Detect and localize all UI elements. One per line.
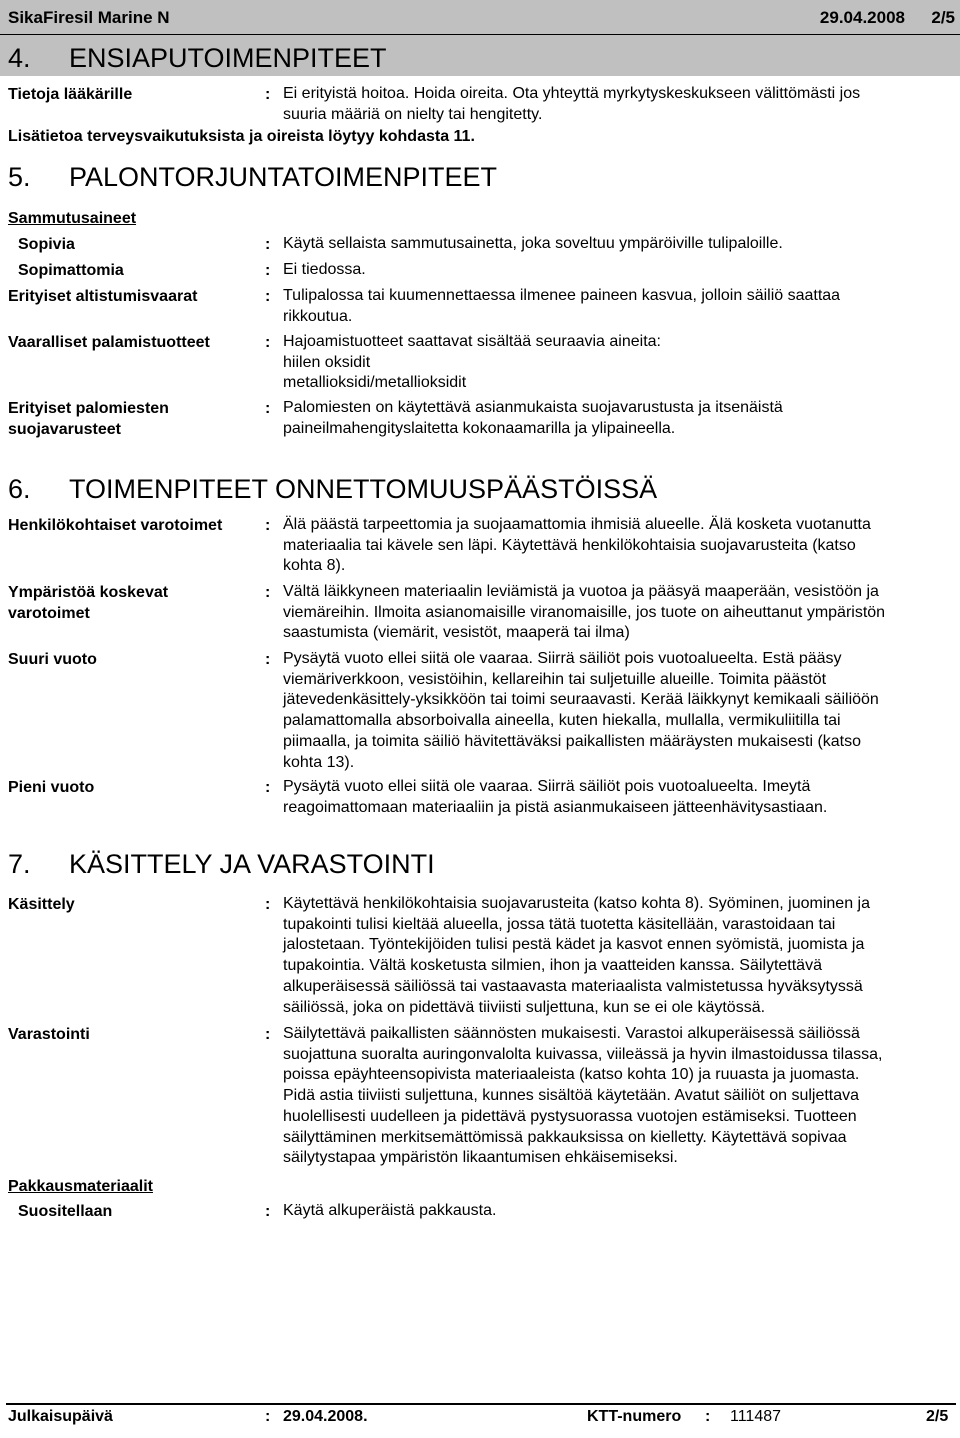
row-label-tietoja-laakarille: Tietoja lääkärille (8, 86, 133, 103)
text-line: saastumista (viemärit, vesistöt, maaperä tai ilma) (283, 624, 630, 642)
text-line: Ei tiedossa. (283, 261, 366, 278)
text-line: reagoimattomaan materiaaliin ja pistä asianmukaiseen jätteenhävitysastiaan. (283, 798, 828, 816)
text-line: Käytä alkuperäistä pakkausta. (283, 1202, 497, 1219)
text-line: palamattomalla absorboivalla aineella, kuten hiekalla, mullalla, vermikuliitilla tai (283, 712, 841, 730)
row-colon: : (265, 896, 271, 913)
section-7-number: 7. (8, 849, 31, 879)
section-4-heading (8, 43, 387, 74)
row-colon: : (265, 86, 271, 103)
row-colon: : (265, 779, 271, 796)
row-colon: : (265, 400, 271, 417)
row-text-erityiset-altistumisvaarat (283, 286, 943, 327)
row-label-suositellaan: Suositellaan (18, 1203, 113, 1220)
text-line: kohta 13). (283, 753, 355, 771)
footer-publication-label: Julkaisupäivä (8, 1408, 113, 1425)
footer-page-number: 2/5 (926, 1408, 949, 1425)
label-line: varotoimet (8, 605, 90, 622)
row-text-suositellaan (283, 1201, 943, 1222)
text-line: tupakointi tulisi kieltää alueella, jossa tätä tuotetta käsitellään, varastoidaan tai (283, 915, 836, 933)
row-label-sopivia: Sopivia (18, 236, 75, 253)
footer-colon: : (705, 1408, 711, 1425)
row-colon: : (265, 517, 271, 534)
row-colon: : (265, 1026, 271, 1043)
footer-publication-date: 29.04.2008. (283, 1408, 368, 1425)
footer-ktt-label: KTT-numero (587, 1408, 682, 1425)
text-line: suuria määriä on nielty tai hengitetty. (283, 105, 543, 123)
row-text-ymparistoa-koskevat (283, 582, 943, 644)
text-line: jätevedenkäsittely-yksikköön tai toimi seuraavasti. Kerää läikkynyt kemikaali säiliöön (283, 691, 879, 709)
row-colon: : (265, 288, 271, 305)
text-line: piimaalla, ja toimita säiliö hävitettäväksi paikallisten määräysten mukaisesti (katso (283, 732, 862, 750)
row-text-henkilokohtaiset-varotoimet (283, 515, 943, 577)
text-line: Hajoamistuotteet saattavat sisältää seuraavia aineita: (283, 333, 661, 350)
section-5-number: 5. (8, 162, 31, 192)
header-page-number: 2/5 (931, 8, 955, 27)
text-line: Vältä läikkyneen materiaalin leviämistä ja vuotoa ja pääsyä maaperään, vesistöön ja (283, 583, 879, 600)
row-text-suuri-vuoto (283, 649, 943, 773)
text-line: Ei erityistä hoitoa. Hoida oireita. Ota yhteyttä myrkytyskeskukseen välittömästi jos (283, 85, 861, 102)
section-5-heading (8, 162, 497, 193)
row-colon: : (265, 236, 271, 253)
text-line: Älä päästä tarpeettomia ja suojaamattomia ihmisiä alueelle. Älä kosketa vuotanutta (283, 516, 871, 533)
row-label-varastointi: Varastointi (8, 1026, 90, 1043)
footer-ktt-number: 111487 (730, 1408, 782, 1425)
text-line: materiaalia tai kävele sen läpi. Käytettävä henkilökohtaisia suojavarusteita (katso (283, 536, 856, 554)
row-label-henkilokohtaiset-varotoimet: Henkilökohtaiset varotoimet (8, 517, 223, 534)
subheading-pakkausmateriaalit: Pakkausmateriaalit (8, 1178, 153, 1195)
text-line: säiliössä, joka on pidettävä tiiviisti suljettuna, kun se ei ole käytössä. (283, 998, 766, 1016)
row-text-erityiset-palomiesten (283, 398, 943, 439)
text-line: Käytettävä henkilökohtaisia suojavarusteita (katso kohta 8). Syöminen, juominen ja (283, 895, 870, 912)
row-label-vaaralliset-palamistuotteet: Vaaralliset palamistuotteet (8, 334, 210, 351)
row-label-kasittely: Käsittely (8, 896, 75, 913)
section-6-title: TOIMENPITEET ONNETTOMUUSPÄÄSTÖISSÄ (69, 474, 658, 504)
text-line: jalostetaan. Työntekijöiden tulisi pestä kädet ja kasvot ennen syömistä, juomista ja (283, 936, 865, 954)
text-line: suojattuna suoralta auringonvalolta kuivassa, viileässä ja hyvin ilmastoidussa tilassa, (283, 1045, 883, 1063)
row-colon: : (265, 334, 271, 351)
label-line: Ympäristöä koskevat (8, 584, 169, 601)
footer-colon: : (265, 1408, 271, 1425)
row-text-vaaralliset-palamistuotteet (283, 332, 943, 394)
row-text-tietoja-laakarille (283, 84, 943, 125)
row-text-kasittely (283, 894, 943, 1018)
row-label-suuri-vuoto: Suuri vuoto (8, 651, 97, 668)
row-label-erityiset-palomiesten (8, 398, 169, 440)
row-text-varastointi (283, 1024, 943, 1169)
text-line: viemäriverkkoon, vesistöihin, kellareihin tai suljetuille alueille. Toimita päästöt (283, 670, 827, 688)
row-colon: : (265, 584, 271, 601)
text-line: säilytystapaa ympäristön likaantumisen ehkäisemiseksi. (283, 1149, 678, 1167)
text-line: metallioksidi/metallioksidit (283, 374, 467, 392)
header-date: 29.04.2008 (819, 8, 905, 27)
row-colon: : (265, 651, 271, 668)
text-line: poissa epäyhteensopivista materiaaleista (katso kohta 10) ja ruuasta ja juomasta. (283, 1066, 860, 1084)
text-line: huolellisesti uudelleen ja pidettävä pystysuorassa vuotojen estämiseksi. Tuotteen (283, 1107, 857, 1125)
row-label-pieni-vuoto: Pieni vuoto (8, 779, 95, 796)
text-line: Tulipalossa tai kuumennettaessa ilmenee paineen kasvua, jolloin säiliö saattaa (283, 287, 841, 304)
product-name: SikaFiresil Marine N (8, 8, 170, 27)
text-line: viemäreihin. Ilmoita asianomaisille viranomaisille, jos tuote on aiheuttanut ympäristön (283, 603, 886, 621)
text-line: Palomiesten on käytettävä asianmukaista suojavarustusta ja itsenäistä (283, 399, 783, 416)
text-line: rikkoutua. (283, 307, 353, 325)
text-line: Säilytettävä paikallisten säännösten mukaisesti. Varastoi alkuperäisessä säiliössä (283, 1025, 860, 1042)
footer-divider (6, 1403, 956, 1405)
section-5-title: PALONTORJUNTATOIMENPITEET (69, 162, 498, 192)
section-6-heading (8, 474, 657, 505)
row-text-sopivia (283, 234, 943, 255)
text-line: säilyttäminen merkitsemättömissä pakkauksissa on kielletty. Käytettävä sopivaa (283, 1128, 847, 1146)
label-line: suojavarusteet (8, 421, 121, 438)
section-4-note: Lisätietoa terveysvaikutuksista ja oireista löytyy kohdasta 11. (8, 128, 475, 145)
label-line: Erityiset palomiesten (8, 400, 169, 417)
text-line: Pysäytä vuoto ellei siitä ole vaaraa. Siirrä säiliöt pois vuotoalueelta. Imeytä (283, 778, 811, 795)
text-line: Pidä astia tiiviisti suljettuna, kunnes sisältöä käytetään. Avatut säiliöt on suljettava (283, 1087, 860, 1105)
section-4-title: ENSIAPUTOIMENPITEET (69, 43, 387, 73)
text-line: hiilen oksidit (283, 353, 371, 371)
row-text-pieni-vuoto (283, 777, 943, 818)
document-header (0, 0, 960, 35)
section-4-number: 4. (8, 43, 31, 73)
text-line: Pysäytä vuoto ellei siitä ole vaaraa. Siirrä säiliöt pois vuotoalueelta. Estä pääsy (283, 650, 842, 667)
row-label-sopimattomia: Sopimattomia (18, 262, 124, 279)
section-7-title: KÄSITTELY JA VARASTOINTI (69, 849, 435, 879)
row-label-erityiset-altistumisvaarat: Erityiset altistumisvaarat (8, 288, 198, 305)
row-colon: : (265, 262, 271, 279)
text-line: Käytä sellaista sammutusainetta, joka soveltuu ympäröiville tulipaloille. (283, 235, 783, 252)
text-line: kohta 8). (283, 557, 346, 575)
subheading-sammutusaineet: Sammutusaineet (8, 210, 137, 227)
section-7-heading (8, 849, 435, 880)
row-colon: : (265, 1203, 271, 1220)
text-line: paineilmahengityslaitetta kokonaamarilla ja ylipaineella. (283, 419, 676, 437)
row-label-ymparistoa-koskevat (8, 582, 168, 624)
section-6-number: 6. (8, 474, 31, 504)
text-line: alkuperäisessä säiliössä tai vastaavasta materiaalista valmistetussa hyväksytyssä (283, 977, 863, 995)
row-text-sopimattomia (283, 260, 943, 281)
text-line: tupakointia. Vältä kosketusta silmien, ihon ja vaatteiden kanssa. Säilytettävä (283, 957, 822, 975)
